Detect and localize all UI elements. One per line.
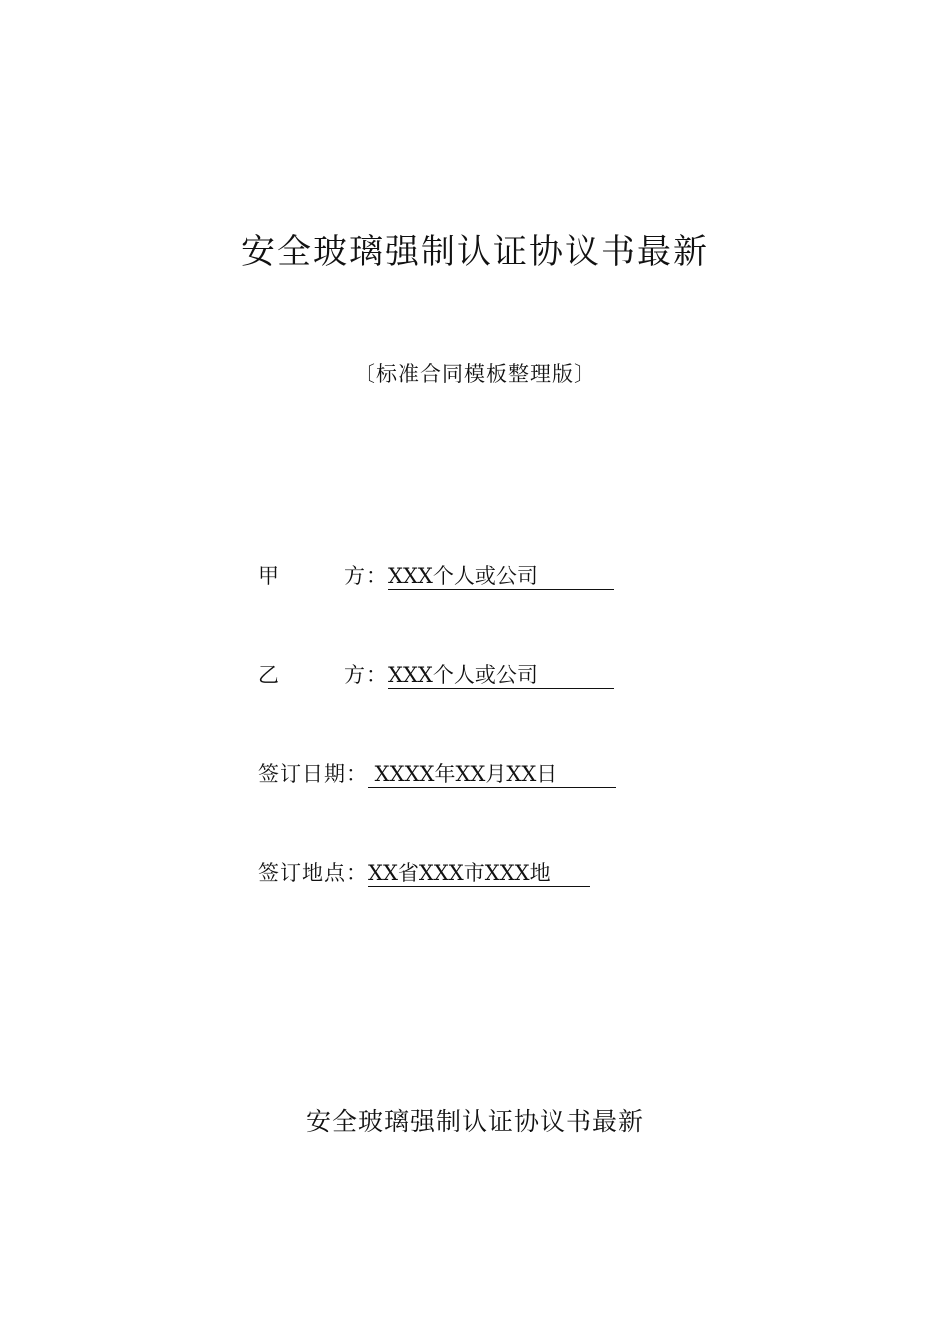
sign-place-value: XX省XXX市XXX地 [368,860,590,887]
party-a-label-second: 方： [344,564,388,588]
party-b-value: XXX个人或公司 [388,662,614,689]
sign-place-label: 签订地点： [258,861,368,885]
sign-date-label: 签订日期： [258,762,368,786]
party-b-field [258,659,614,691]
footer-title: 安全玻璃强制认证协议书最新 [305,1107,644,1136]
party-a-field [258,560,614,592]
party-a-value: XXX个人或公司 [388,563,614,590]
sign-place-field [258,857,590,889]
sign-date-field [258,758,616,790]
document-title: 安全玻璃强制认证协议书最新 [241,232,709,272]
party-b-label [258,659,388,691]
sign-date-value: XXXX年XX月XX日 [368,761,616,788]
party-b-label-first: 乙 [258,663,280,687]
party-a-label [258,560,388,592]
document-subtitle: 〔标准合同模板整理版〕 [354,362,596,386]
party-b-label-second: 方： [344,663,388,687]
party-a-label-first: 甲 [258,564,280,588]
